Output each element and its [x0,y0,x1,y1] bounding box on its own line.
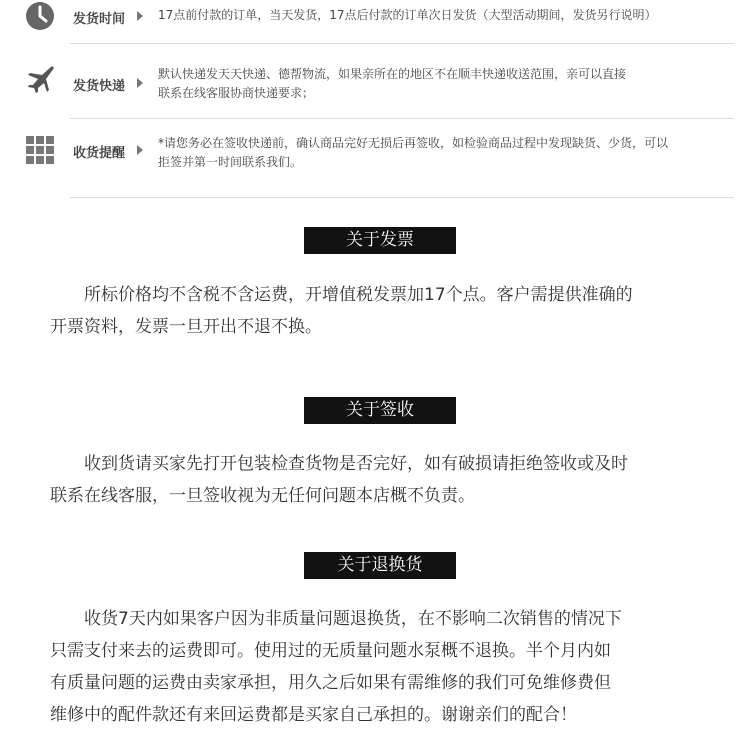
receipt-reminder-text-line-2: 拒签并第一时间联系我们。 [158,155,303,169]
returns-line-4: 维修中的配件款还有来回运费都是买家自己承担的。谢谢亲们的配合！ [50,705,577,725]
info-row-receipt-reminder [0,130,750,180]
invoice-line-2: 开票资料，发票一旦开出不退不换。 [50,317,322,337]
invoice-paragraph [50,279,710,343]
returns-line-1: 收货7天内如果客户因为非质量问题退换货，在不影响二次销售的情况下 [84,609,622,629]
courier-text-line-2: 联系在线客服协商快递要求； [158,86,315,100]
info-row-courier [0,56,750,106]
signing-line-1: 收到货请买家先打开包装检查货物是否完好，如有破损请拒绝签收或及时 [84,454,628,474]
divider [70,197,734,198]
receipt-reminder-text-line-1: *请您务必在签收快递前，确认商品完好无损后再签收，如检验商品过程中发现缺货、少货，可以 [158,136,669,150]
chevron-right-icon [137,78,143,88]
signing-paragraph [50,448,710,512]
divider [70,43,734,44]
receipt-reminder-label: 收货提醒 [73,146,126,161]
section-title-invoice: 关于发票 [304,227,456,254]
chevron-right-icon [137,11,143,21]
info-row-shipping-time [0,0,750,34]
clock-icon [25,1,55,31]
chevron-right-icon [137,145,143,155]
divider [70,118,734,119]
courier-text-line-1: 默认快递发天天快递、德帮物流，如果亲所在的地区不在顺丰快递收送范围，亲可以直接 [158,67,627,81]
section-title-returns: 关于退换货 [304,552,456,579]
invoice-line-1: 所标价格均不含税不含运费，开增值税发票加17个点。客户需提供准确的 [84,285,633,305]
section-title-signing: 关于签收 [304,397,456,424]
returns-line-3: 有质量问题的运费由卖家承担，用久之后如果有需维修的我们可免维修费但 [50,673,611,693]
courier-label: 发货快递 [73,79,126,94]
airplane-icon [24,62,56,94]
signing-line-2: 联系在线客服，一旦签收视为无任何问题本店概不负责。 [50,486,475,506]
returns-line-2: 只需支付来去的运费即可。使用过的无质量问题水泵概不退换。半个月内如 [50,641,611,661]
shipping-time-label: 发货时间 [73,12,126,27]
grid-icon [26,136,54,164]
returns-paragraph [50,603,710,731]
shipping-time-text: 17点前付款的订单，当天发货，17点后付款的订单次日发货（大型活动期间，发货另行说明） [158,8,657,22]
